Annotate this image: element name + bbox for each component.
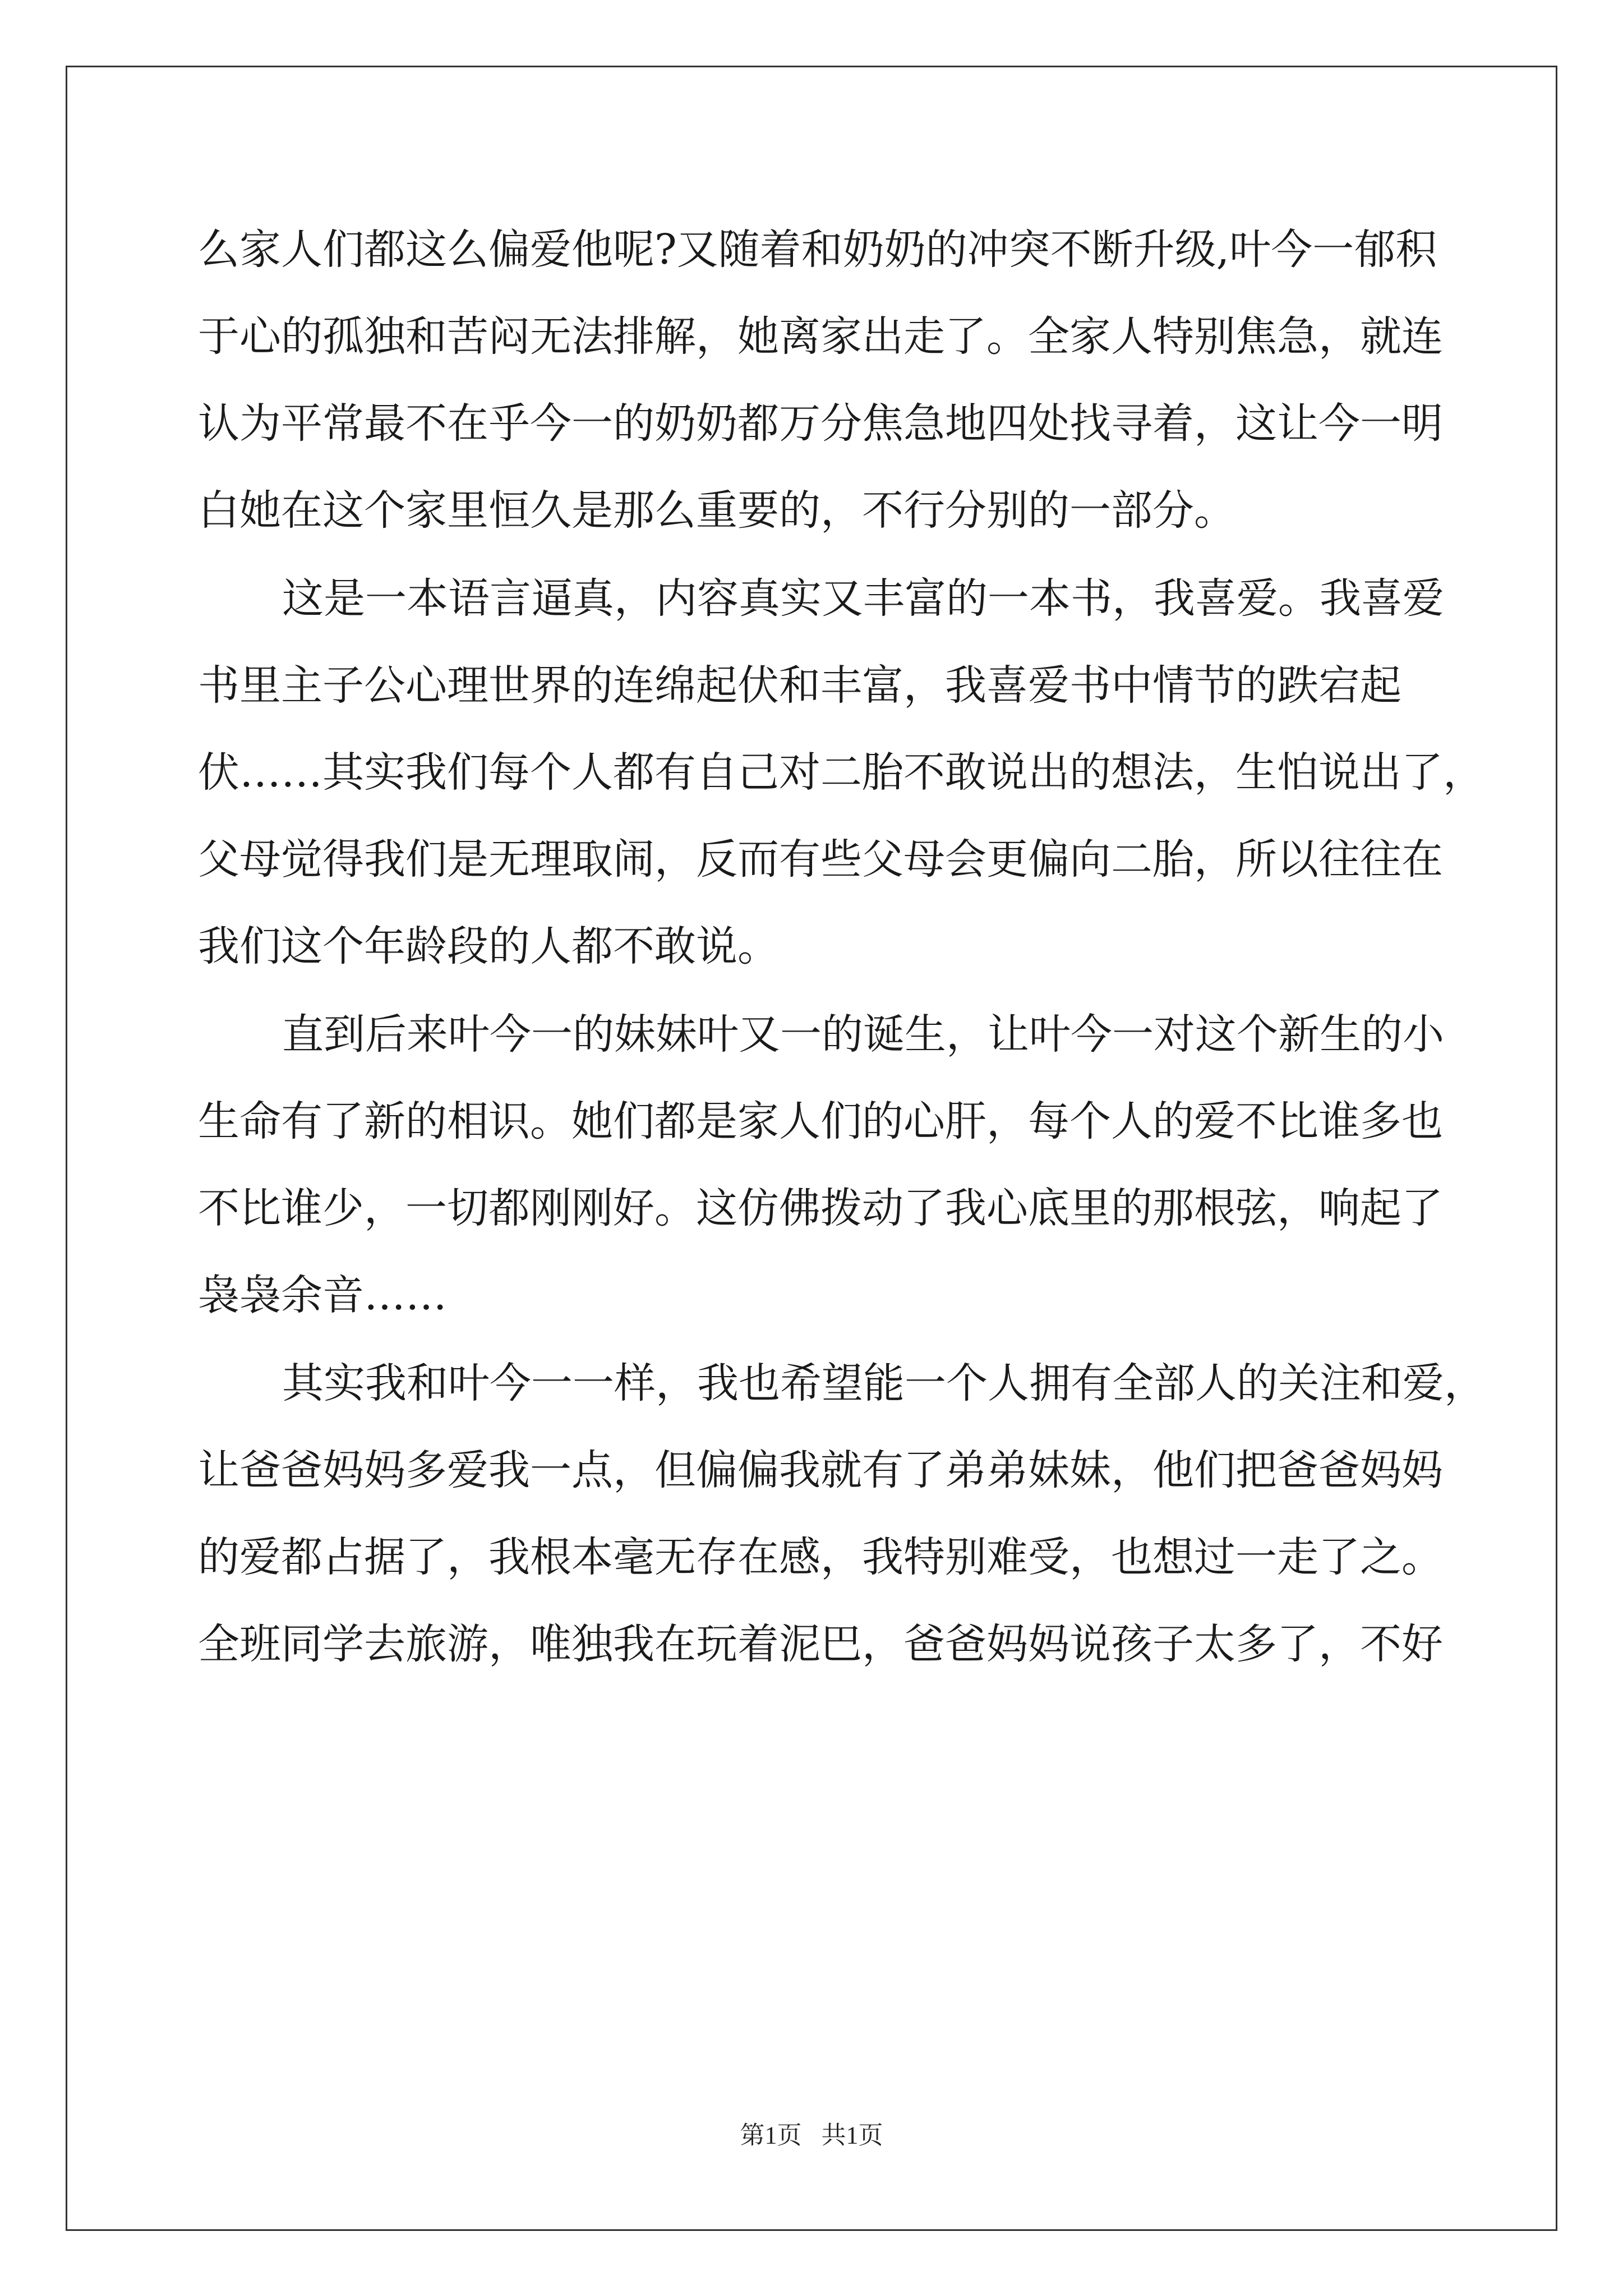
text-line: 白她在这个家里恒久是那么重要的，不行分别的一部分。: [198, 486, 1235, 535]
text-line: 于心的孤独和苦闷无法排解，她离家出走了。全家人特别焦急，就连: [198, 312, 1443, 361]
page-number: 第1页: [740, 2122, 802, 2149]
text-line: 我们这个年龄段的人都不敢说。: [198, 922, 779, 970]
paragraph-start-line: 这是一本语言逼真，内容真实又丰富的一本书，我喜爱。我喜爱: [282, 574, 1444, 623]
text-line: 生命有了新的相识。她们都是家人们的心肝，每个人的爱不比谁多也: [198, 1097, 1443, 1145]
text-line: 袅袅余音……: [198, 1271, 447, 1319]
text-line: 么家人们都这么偏爱他呢?又随着和奶奶的冲突不断升级,叶今一郁积: [198, 226, 1437, 274]
text-line: 不比谁少，一切都刚刚好。这仿佛拨动了我心底里的那根弦，响起了: [198, 1184, 1443, 1232]
page-total: 共1页: [821, 2122, 883, 2149]
text-line: 伏……其实我们每个人都有自己对二胎不敢说出的想法，生怕说出了，: [198, 748, 1484, 797]
text-line: 父母觉得我们是无理取闹，反而有些父母会更偏向二胎，所以往往在: [198, 835, 1443, 884]
text-line: 书里主子公心理世界的连绵起伏和丰富，我喜爱书中情节的跌宕起: [198, 661, 1401, 710]
text-line: 全班同学去旅游，唯独我在玩着泥巴，爸爸妈妈说孩子太多了，不好: [198, 1620, 1443, 1668]
text-line: 的爱都占据了，我根本毫无存在感，我特别难受，也想过一走了之。: [198, 1533, 1443, 1581]
paragraph-start-line: 直到后来叶今一的妹妹叶又一的诞生，让叶今一对这个新生的小: [282, 1010, 1444, 1059]
text-line: 让爸爸妈妈多爱我一点，但偏偏我就有了弟弟妹妹，他们把爸爸妈妈: [198, 1446, 1443, 1494]
page-footer: [0, 2115, 1623, 2151]
text-line: 认为平常最不在乎今一的奶奶都万分焦急地四处找寻着，这让今一明: [198, 399, 1443, 448]
paragraph-start-line: 其实我和叶今一一样，我也希望能一个人拥有全部人的关注和爱，: [282, 1359, 1486, 1407]
